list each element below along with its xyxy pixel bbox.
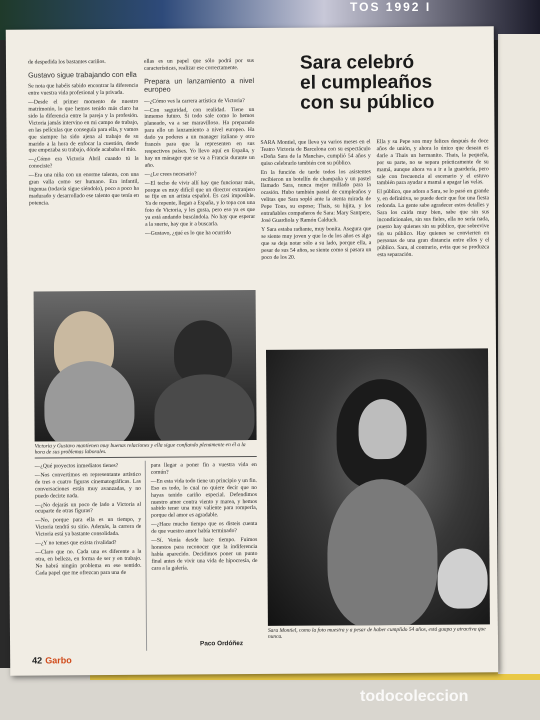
col6-paragraph: —Sí. Venía desde hace tiempo. Fuimos honestos para reconocer que la indiferencia había aparecido. Decidimos poner un punto final antes de vivir una vida de hipocresía, de cara a la galería.	[151, 537, 258, 572]
col1-paragraph: de despedida los bastantes cariños.	[27, 59, 106, 66]
person-silhouette	[44, 361, 135, 442]
col6-paragraph: para llegar a poner fin a vuestra vida en común?	[150, 461, 257, 476]
dress-silhouette	[327, 479, 438, 626]
divider	[35, 456, 257, 459]
col3-paragraph: Y Sara estaba radiante, muy bonita. Asegura que se siente muy joven y que lo de los años es algo que se deja notar sólo a su lado, porque ella, a pesar de sus 54 años, se siente como si pasara un poco de los 20.	[261, 226, 372, 261]
col3-paragraph: SARA Montiel, que lleva ya varios meses en el Teatro Victoria de Barcelona con su espectáculo «Doña Sara de la Mancha», cumplió 54 años y quiso celebrarlo también con su público.	[260, 139, 371, 167]
title-line: el cumpleaños	[300, 71, 433, 94]
column-5	[35, 463, 142, 579]
col1-subheading: Gustavo sigue trabajando con ella	[28, 69, 137, 80]
col2-paragraph: —¿Cómo ves la carrera artística de Victoria?	[144, 97, 245, 105]
col1-paragraph: Se nota que habéis sabido encontrar la diferencia entre vuestra vida profesional y la privada.	[28, 83, 139, 97]
col5-paragraph: —¿Y no temes que exista rivalidad?	[35, 540, 117, 547]
column-3	[261, 139, 372, 263]
photo-victoria-gustavo	[34, 290, 257, 442]
col2-paragraph: —Con seguridad, con realidad. Tiene un inmenso futuro. Si todo sale como lo hemos planeado, va a ser maravilloso. Ha preparado para ello un lanzamiento a nivel europeo. Ha dado ya poderes a un manager italiano y otro francés para que la representen en sus respectivos países. Yo llevo aquí en España, y hay un mánager que se va a Francia durante un año.	[144, 106, 255, 169]
col1-paragraph: —Desde el primer momento de nuestro matrimonio, lo que hemos tenido más claro ha sido la diferencia entre la pareja y la profesión. Victoria jamás intervino en mi campo de trabajo, en las películas que conseguía para ella, y vamos que siempre ha sido ajena al trabajo de su marido a la hora de enfocar la cuestión, desde que empezaba su trabajo, dónde acababa el mío.	[28, 98, 139, 155]
page-footer	[32, 655, 72, 665]
page-number: 42	[32, 655, 43, 666]
column-6	[151, 462, 258, 574]
article-title	[300, 52, 480, 113]
photo-caption-2: Sara Montiel, como la foto muestra y a pesar de haber cumplido 54 años, está guapa y atractiva que nunca.	[267, 626, 486, 641]
column-4	[377, 138, 490, 260]
right-page-edge	[498, 34, 540, 674]
photo-caption-1: Victoria y Gustavo mantienen muy buenas relaciones y ella sigue confiando plenamente en él a la hora de sus problemas laborales.	[34, 442, 246, 456]
col5-paragraph: —¿No dejarás un poco de lado a Victoria al ocuparte de otras figuras?	[35, 501, 142, 515]
background-top-text: TOS 1992 I	[350, 0, 432, 14]
col2-paragraph: —Gustavo, ¿qué es lo que ha ocurrido	[145, 230, 232, 237]
title-line: Sara celebró	[299, 51, 415, 74]
face-silhouette	[358, 399, 406, 459]
col5-paragraph: —Nos convertimos en representante artístico de tres o cuatro figuras cinematográficas. Las conversaciones están muy avanzadas, y no puedo decirte nada.	[34, 471, 141, 500]
flowers-silhouette	[437, 548, 487, 608]
col2-subheading: Prepara un lanzamiento a nivel europeo	[144, 75, 255, 94]
col2-paragraph: —El techo de vivir allí hay que funcionar más, porque es muy difícil que un director extranjero se fije en un artista español. Es casi imposible. Ya de repente, llegan a España, y lo topa con una foto de Victoria, y les gusta, pero eso ya es que ya está andando buscándola. No hay que esperar a la suerte, hay que ir a buscarla.	[144, 179, 256, 228]
author-credit: Paco Ordóñez	[200, 640, 244, 648]
col5-paragraph: —No, porque para ella es un tiempo, y Victoria tendrá su sitio. Además, la carrera de Victoria está ya bastante consolidada.	[35, 517, 142, 538]
col6-paragraph: —¿Hace mucho tiempo que os disteis cuenta de que vuestro amor había terminado?	[151, 521, 258, 535]
magazine-name: Garbo	[45, 655, 72, 666]
photo-sara-montiel	[266, 348, 490, 626]
col4-paragraph: El público, que adora a Sara, se lo pasó en grande y, en definitiva, se puede decir que fue una fiesta redonda. La gente sabe agradecer estos detalles y Sara los cuida muy bien, sabe que sin sus incondicionales, sin sus fieles, ella no sería nada, puesto hay quienes sin su público, que sobrevive sin su público. Hay quienes se convierten en personas de una gran distancia entre ellos y el público. Sara, al contrario, evita que se produzca esta separación.	[376, 188, 490, 258]
col4-paragraph: Ella y su Pepe son muy felices después de doce años de unión, y ahora lo único que desean es darle a Thais un hermanito. Thais, la pequeña, por su parte, no se separa prácticamente de su mamá, aunque ahora va a ir a la guardería, pero sale con frecuencia al escenario y el estuvo también para ayudar a mamá a apagar las velas.	[376, 138, 489, 187]
watermark: todocoleccion	[360, 688, 469, 705]
column-divider	[145, 461, 147, 651]
column-1	[28, 59, 139, 209]
col1-paragraph: —Era una niña con un enorme talento, con una gran valla como ser humano. Era infantil, ingenua (todavía sigue siéndolo), poco a poco ha madurado y desarrollado ese talento que tenía en potencia.	[28, 171, 139, 207]
col2-paragraph: —¿Le crees necesario?	[144, 171, 197, 178]
col1-paragraph: —¿Cómo era Victoria Abril cuando tú la conociste?	[28, 156, 139, 170]
col2-paragraph: ellas es un papel que sólo podrá por sus características, realizar ese correctamente.	[143, 57, 254, 72]
col5-paragraph: —Claro que no. Cada una es diferente a la otra, en belleza, en forma de ser y en trabajo. No habrá ningún problema en ese sentido. Cada papel que me ofrezcan para una de	[35, 548, 142, 577]
person-silhouette	[154, 374, 255, 442]
magazine-page	[6, 26, 498, 675]
col3-paragraph: En la función de tarde todos los asistentes recibieron un botellín de champaña y un pastel llamado Sara, nunca mejor millado para la ocasión. Hubo también pastel de cumpleaños y velitas que Sara sopló ante la atenta mirada de Pepe Tous, su esposo; Thais, su hijita, y los entrañables compañeros de Sara: Mary Santpere, José Guardiola y Ramón Calduch.	[260, 168, 372, 224]
column-2	[144, 58, 255, 240]
col6-paragraph: —En esta vida todo tiene un principio y un fin. Eso es todo, lo cual no quiere decir que no hayas tenido cariño especial. Defendimos nuestro amor contra viento y marea, y hemos sabido tener una muy valiente para romperla, porque del amor es agradable.	[150, 477, 258, 520]
title-line: con su público	[300, 91, 435, 114]
col5-paragraph: —¿Qué proyectos inmediatos tienes?	[34, 462, 119, 470]
